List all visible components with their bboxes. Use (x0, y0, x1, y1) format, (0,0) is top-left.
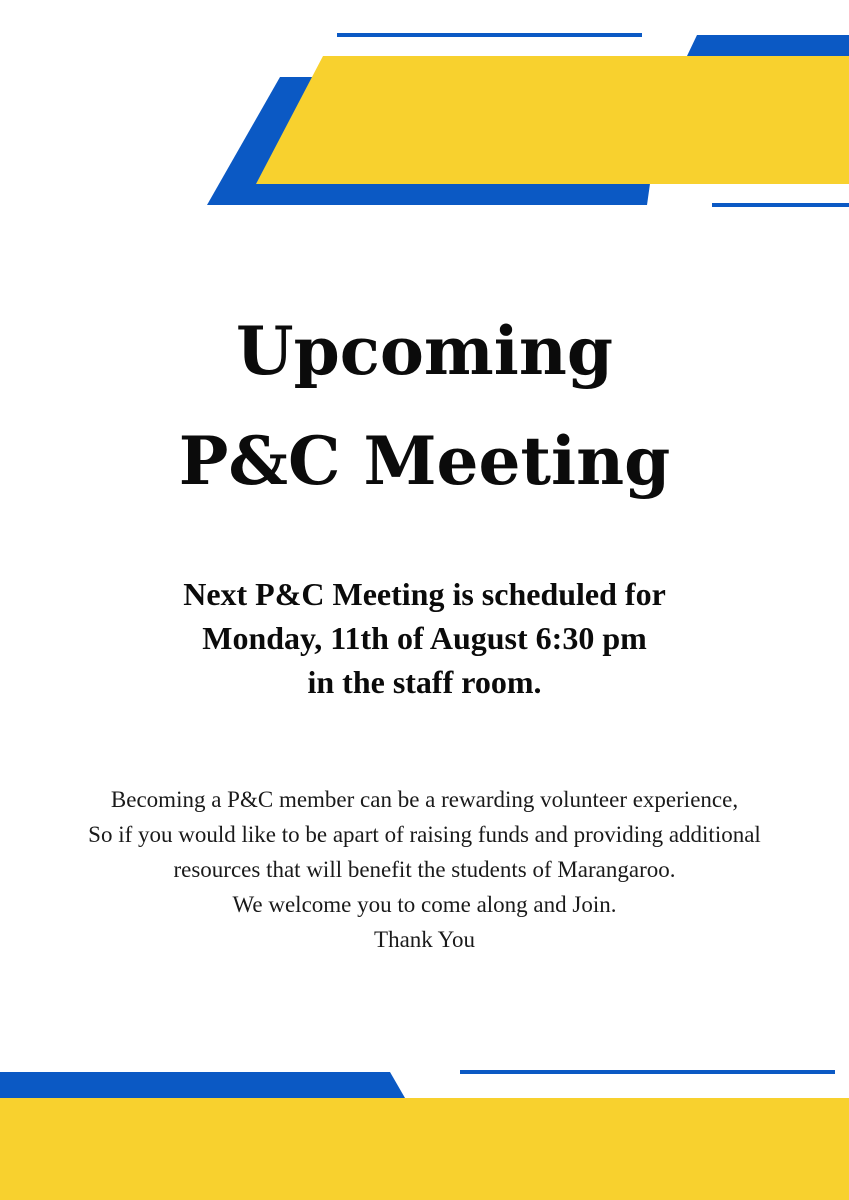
top-yellow-parallelogram (256, 56, 849, 184)
announcement-line-3: in the staff room. (307, 664, 542, 700)
body-line-3: resources that will benefit the students of Marangaroo. (173, 857, 676, 882)
announcement-line-1: Next P&C Meeting is scheduled for (183, 576, 666, 612)
page-title (0, 296, 849, 516)
bottom-blue-band (0, 1072, 405, 1098)
top-right-thin-blue-line (712, 203, 849, 207)
title-line-1: Upcoming (236, 312, 613, 390)
meeting-announcement (0, 572, 849, 704)
bottom-yellow-band (0, 1098, 849, 1200)
bottom-thin-blue-line (460, 1070, 835, 1074)
top-thin-blue-line (337, 33, 642, 37)
announcement-line-2: Monday, 11th of August 6:30 pm (202, 620, 647, 656)
top-right-blue-band (687, 35, 849, 56)
body-line-5: Thank You (374, 927, 475, 952)
title-line-2: P&C Meeting (178, 422, 671, 500)
body-line-4: We welcome you to come along and Join. (232, 892, 617, 917)
body-line-1: Becoming a P&C member can be a rewarding volunteer experience, (110, 787, 739, 812)
body-line-2: So if you would like to be apart of raising funds and providing additional (88, 822, 761, 847)
invitation-paragraph (0, 782, 849, 957)
